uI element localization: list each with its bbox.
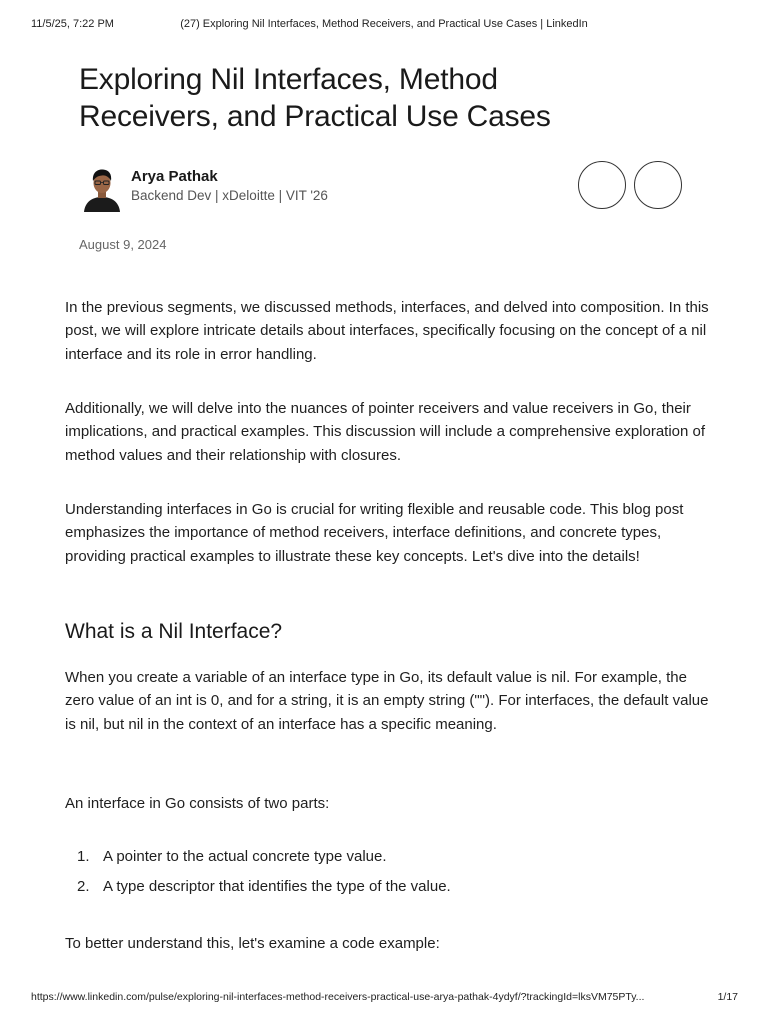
list-item <box>65 875 705 905</box>
print-page-title: (27) Exploring Nil Interfaces, Method Receivers, and Practical Use Cases | LinkedIn <box>180 18 588 30</box>
list-item-number: 1. <box>77 848 90 865</box>
author-avatar[interactable] <box>82 166 122 212</box>
publish-date: August 9, 2024 <box>79 237 167 252</box>
print-datetime: 11/5/25, 7:22 PM <box>31 18 114 30</box>
print-url: https://www.linkedin.com/pulse/exploring-nil-interfaces-method-receivers-practical-use-arya-pathak-4ydyf/?trackingId=lksVM75PTy... <box>31 991 645 1003</box>
section-heading: What is a Nil Interface? <box>65 620 283 643</box>
list-item-text: A type descriptor that identifies the type of the value. <box>103 878 451 895</box>
section-paragraph-2: An interface in Go consists of two parts: <box>65 795 330 812</box>
article-title: Exploring Nil Interfaces, Method Receivers, and Practical Use Cases <box>79 63 551 133</box>
interface-parts-list <box>65 845 705 905</box>
closing-paragraph: To better understand this, let's examine a code example: <box>65 935 440 952</box>
list-item-number: 2. <box>77 878 90 895</box>
author-name[interactable]: Arya Pathak <box>131 168 218 185</box>
intro-paragraph-1: In the previous segments, we discussed methods, interfaces, and delved into composition. In this post, we will explore intricate details about interfaces, specifically focusing on the concept of a nil interface and its role in error handling. <box>65 299 709 363</box>
intro-paragraph-2: Additionally, we will delve into the nuances of pointer receivers and value receivers in Go, their implications, and practical examples. This discussion will include a comprehensive exploration of method values and their relationship with closures. <box>65 400 706 464</box>
print-header <box>0 18 768 34</box>
section-paragraph-1: When you create a variable of an interface type in Go, its default value is nil. For example, the zero value of an int is 0, and for a string, it is an empty string (""). For interfaces, the default value is nil, but nil in the context of an interface has a specific meaning. <box>65 669 709 733</box>
list-item-text: A pointer to the actual concrete type value. <box>103 848 387 865</box>
avatar-image <box>82 166 122 212</box>
print-page-counter: 1/17 <box>717 991 738 1003</box>
list-item <box>65 845 705 875</box>
action-button-1[interactable] <box>578 161 626 209</box>
action-button-2[interactable] <box>634 161 682 209</box>
author-block <box>79 164 699 216</box>
print-footer <box>0 991 768 1007</box>
author-headline: Backend Dev | xDeloitte | VIT '26 <box>131 188 328 203</box>
intro-paragraph-3: Understanding interfaces in Go is crucial for writing flexible and reusable code. This blog post emphasizes the importance of method receivers, interface definitions, and concrete types, providing practical examples to illustrate these key concepts. Let's dive into the details! <box>65 501 684 565</box>
